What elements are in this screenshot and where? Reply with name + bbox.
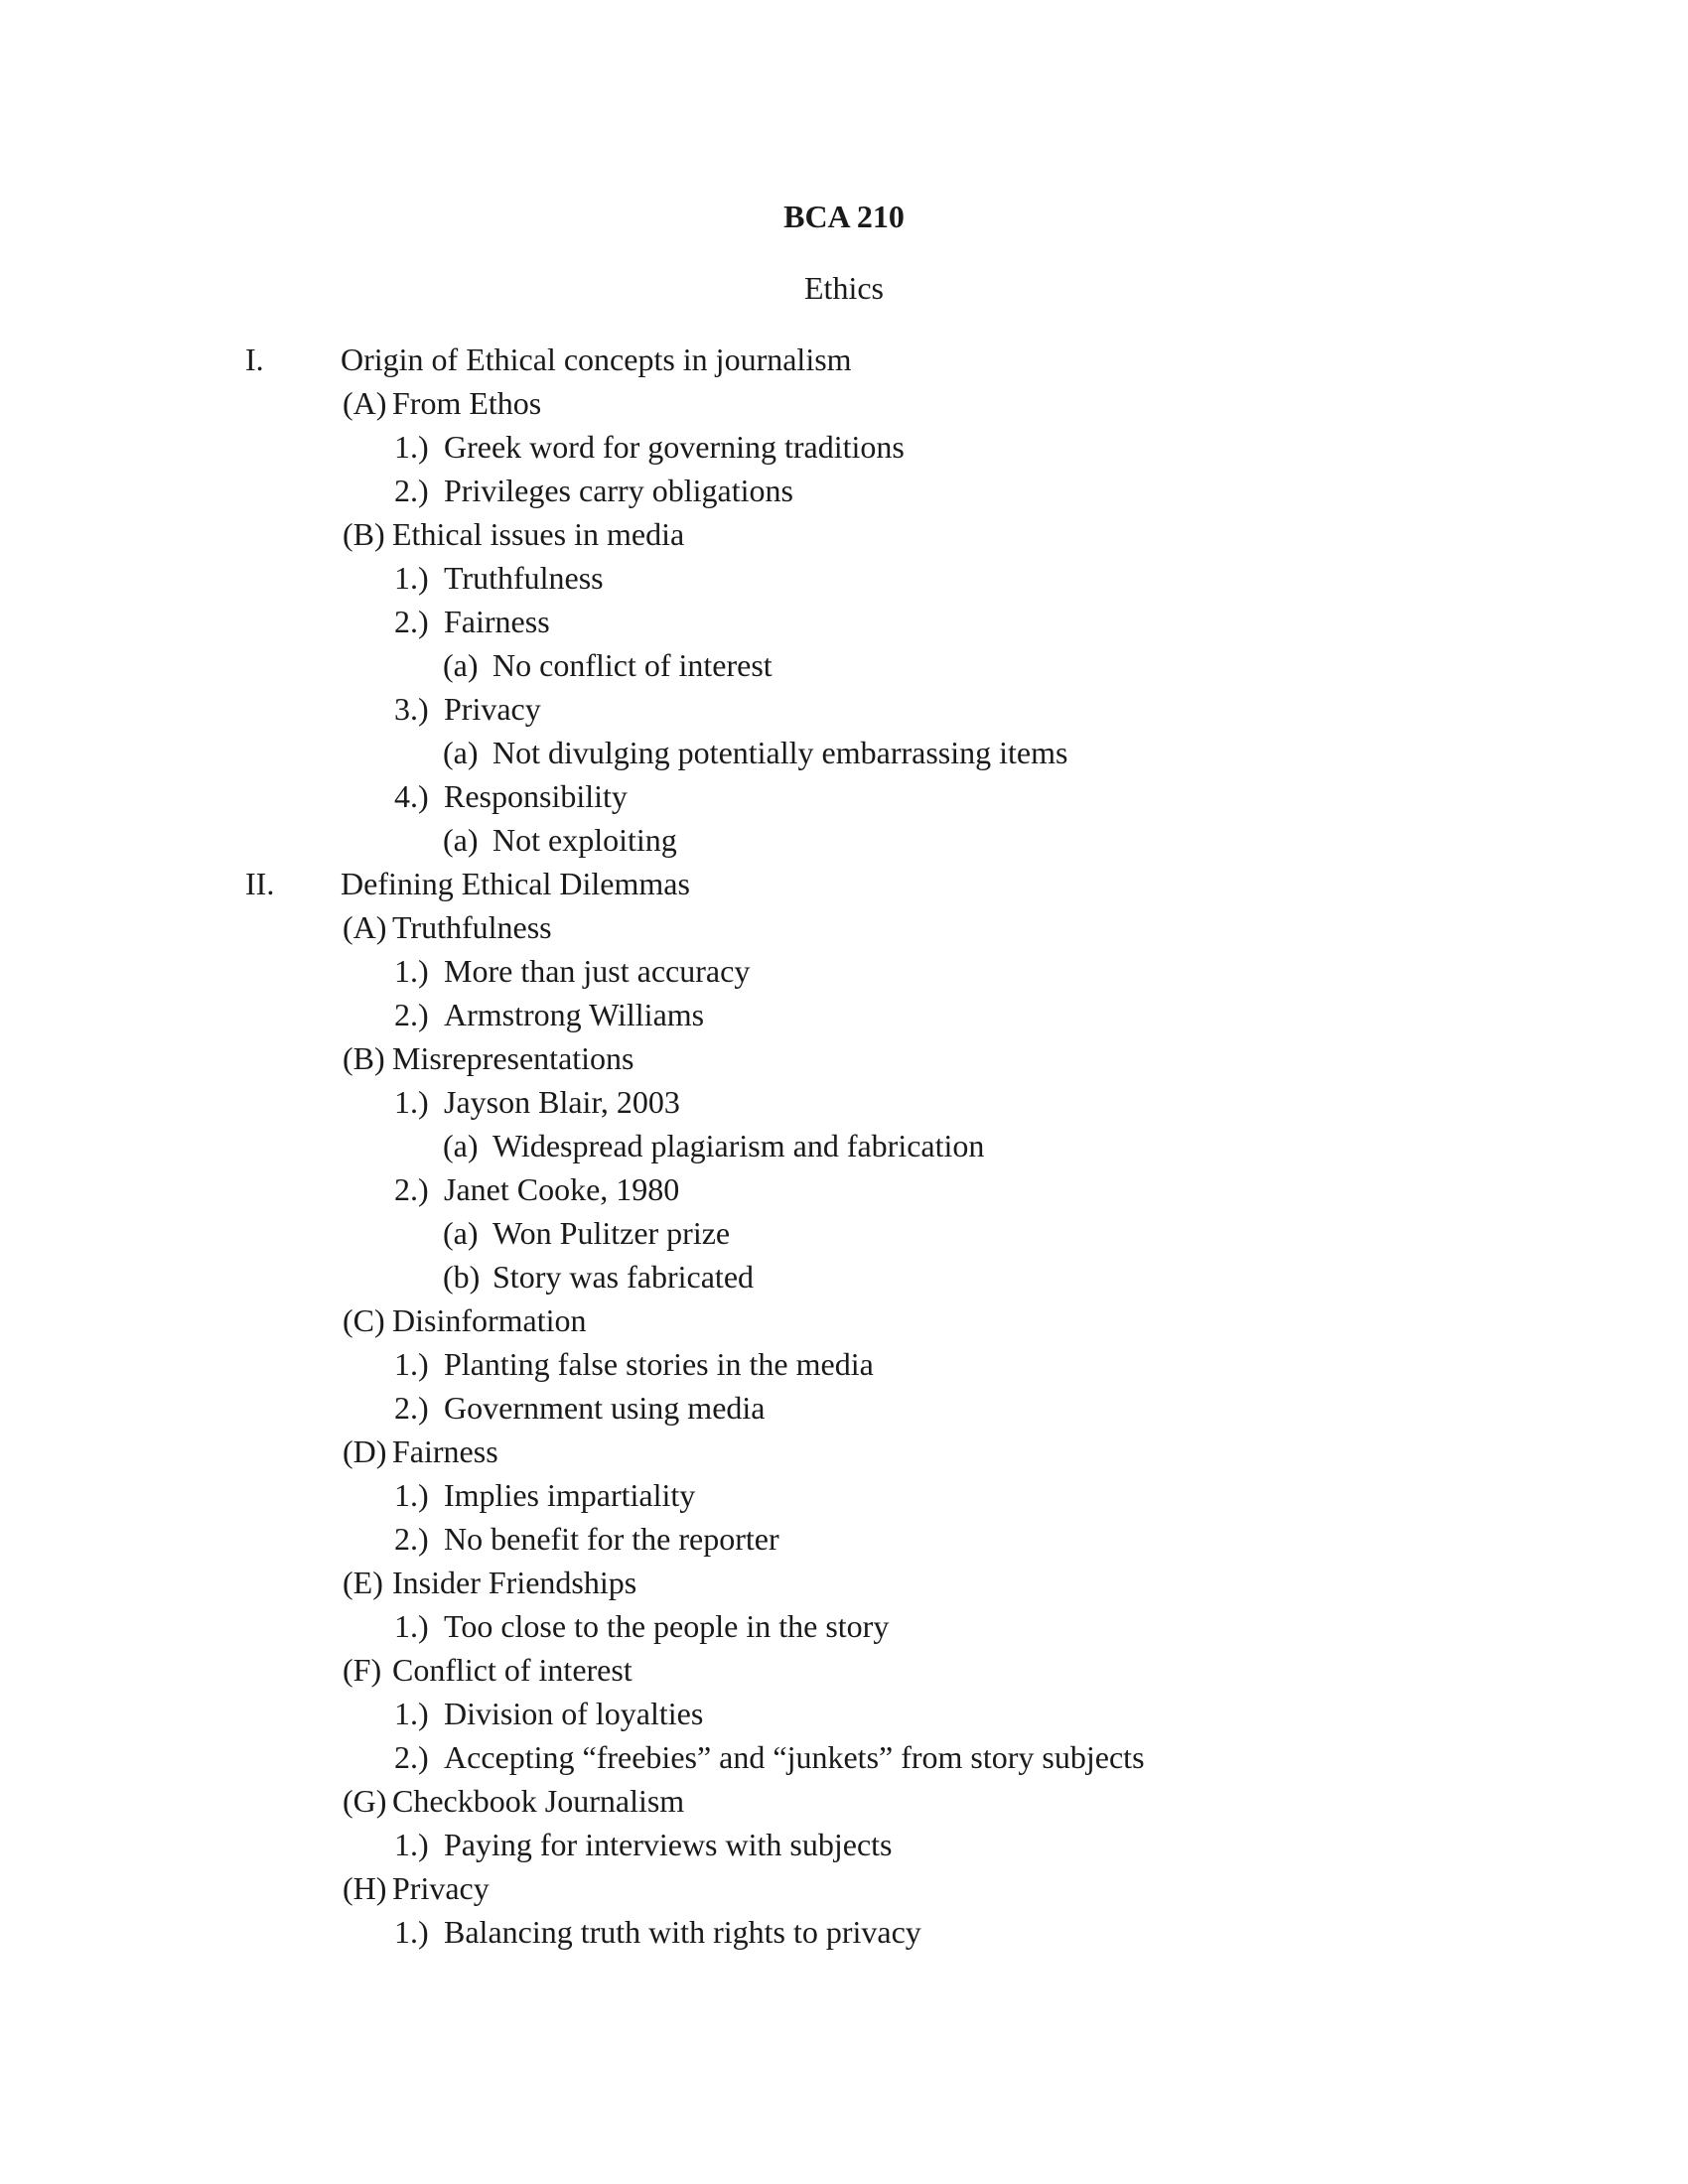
- outline-text: Ethical issues in media: [392, 516, 685, 552]
- outline-marker: 2.): [394, 473, 429, 508]
- outline-text: Balancing truth with rights to privacy: [444, 1914, 921, 1950]
- outline-marker: (A): [343, 909, 387, 945]
- outline-marker: (a): [443, 1128, 479, 1163]
- outline-text: Responsibility: [444, 778, 628, 814]
- outline-marker: (a): [443, 647, 479, 683]
- outline-marker: (b): [443, 1259, 481, 1295]
- outline-marker: 1.): [394, 1477, 429, 1513]
- outline-item-level-3: [443, 643, 773, 687]
- outline-marker: 3.): [394, 691, 429, 727]
- outline-marker: 1.): [394, 1827, 429, 1862]
- outline-marker: 1.): [394, 1346, 429, 1382]
- outline-item-level-2: [394, 469, 793, 512]
- outline-text: Paying for interviews with subjects: [444, 1827, 893, 1862]
- outline-text: Privacy: [444, 691, 541, 727]
- outline-text: Won Pulitzer prize: [492, 1215, 731, 1251]
- outline-item-level-2: [394, 1473, 695, 1517]
- document-subtitle: Ethics: [804, 270, 884, 306]
- outline-marker: 2.): [394, 1521, 429, 1557]
- outline-text: Checkbook Journalism: [392, 1783, 685, 1819]
- outline-item-level-2: [394, 425, 905, 469]
- outline-marker: (A): [343, 385, 387, 421]
- outline-text: No conflict of interest: [492, 647, 773, 683]
- outline-text: Truthfulness: [444, 560, 604, 596]
- outline-item-level-1: [343, 512, 684, 556]
- outline-marker: (F): [343, 1652, 382, 1688]
- outline-marker: (a): [443, 735, 479, 770]
- outline-marker: 2.): [394, 1390, 429, 1426]
- outline-text: Too close to the people in the story: [444, 1608, 890, 1644]
- outline-item-level-2: [394, 1604, 889, 1648]
- outline-item-level-3: [443, 731, 1067, 774]
- outline-item-level-2: [394, 1735, 1145, 1779]
- outline-marker: (B): [343, 516, 385, 552]
- outline-item-level-2: [394, 1080, 680, 1124]
- outline-item-level-0: [245, 338, 852, 381]
- outline-item-level-1: [343, 1036, 634, 1080]
- outline-marker: (D): [343, 1433, 387, 1469]
- outline-marker: I.: [245, 341, 264, 377]
- outline-item-level-0: [245, 862, 690, 905]
- outline-text: Origin of Ethical concepts in journalism: [341, 341, 852, 377]
- outline-marker: (E): [343, 1565, 383, 1600]
- outline-item-level-2: [394, 1910, 921, 1954]
- outline-item-level-3: [443, 1124, 984, 1167]
- outline-text: Planting false stories in the media: [444, 1346, 874, 1382]
- outline-item-level-1: [343, 905, 552, 949]
- outline-item-level-1: [343, 1866, 490, 1910]
- outline-text: Armstrong Williams: [444, 997, 705, 1032]
- outline-item-level-3: [443, 1211, 730, 1255]
- outline-text: Fairness: [444, 604, 550, 639]
- outline-marker: (a): [443, 1215, 479, 1251]
- outline-item-level-1: [343, 1430, 498, 1473]
- outline-item-level-1: [343, 1561, 636, 1604]
- outline-text: Privacy: [392, 1870, 490, 1906]
- outline-marker: 1.): [394, 1914, 429, 1950]
- outline-marker: (B): [343, 1040, 385, 1076]
- outline-item-level-1: [343, 381, 541, 425]
- outline-item-level-1: [343, 1779, 684, 1823]
- outline-item-level-2: [394, 687, 541, 731]
- outline-text: Government using media: [444, 1390, 766, 1426]
- outline-item-level-2: [394, 600, 550, 643]
- outline-marker: 2.): [394, 997, 429, 1032]
- outline-item-level-2: [394, 1517, 779, 1561]
- outline-text: Widespread plagiarism and fabrication: [492, 1128, 985, 1163]
- document-title: BCA 210: [783, 199, 905, 234]
- outline-item-level-2: [394, 1167, 679, 1211]
- outline-text: Not divulging potentially embarrassing items: [492, 735, 1068, 770]
- outline-text: No benefit for the reporter: [444, 1521, 779, 1557]
- outline-text: From Ethos: [392, 385, 542, 421]
- outline-marker: 4.): [394, 778, 429, 814]
- outline-item-level-1: [343, 1298, 587, 1342]
- outline-marker: 1.): [394, 1084, 429, 1120]
- outline-text: Greek word for governing traditions: [444, 429, 905, 465]
- outline-item-level-2: [394, 949, 750, 993]
- outline-text: Disinformation: [392, 1302, 587, 1338]
- outline-item-level-2: [394, 1342, 874, 1386]
- outline-marker: 1.): [394, 1696, 429, 1731]
- outline-marker: 1.): [394, 560, 429, 596]
- outline-marker: 2.): [394, 1171, 429, 1207]
- outline-marker: (a): [443, 822, 479, 858]
- outline-text: Defining Ethical Dilemmas: [341, 866, 690, 901]
- outline-marker: (H): [343, 1870, 387, 1906]
- outline-marker: (C): [343, 1302, 385, 1338]
- outline-marker: 1.): [394, 429, 429, 465]
- outline-item-level-2: [394, 556, 604, 600]
- outline-marker: 1.): [394, 1608, 429, 1644]
- outline-item-level-2: [394, 993, 704, 1036]
- outline-text: Not exploiting: [492, 822, 677, 858]
- outline-text: Truthfulness: [392, 909, 552, 945]
- outline-marker: (G): [343, 1783, 387, 1819]
- outline-item-level-2: [394, 1692, 703, 1735]
- outline-text: Misrepresentations: [392, 1040, 634, 1076]
- outline-text: Insider Friendships: [392, 1565, 637, 1600]
- outline-text: Implies impartiality: [444, 1477, 696, 1513]
- outline-text: Janet Cooke, 1980: [444, 1171, 680, 1207]
- outline-item-level-2: [394, 1386, 765, 1430]
- outline-text: Division of loyalties: [444, 1696, 704, 1731]
- outline-marker: 1.): [394, 953, 429, 989]
- outline-item-level-3: [443, 818, 677, 862]
- outline-marker: II.: [245, 866, 275, 901]
- outline-item-level-3: [443, 1255, 754, 1298]
- outline-text: Accepting “freebies” and “junkets” from story subjects: [444, 1739, 1145, 1775]
- outline-item-level-2: [394, 774, 628, 818]
- outline-text: Jayson Blair, 2003: [444, 1084, 680, 1120]
- outline-item-level-2: [394, 1823, 892, 1866]
- outline-item-level-1: [343, 1648, 633, 1692]
- outline-text: Fairness: [392, 1433, 498, 1469]
- outline-text: More than just accuracy: [444, 953, 751, 989]
- outline-text: Conflict of interest: [392, 1652, 633, 1688]
- outline-marker: 2.): [394, 1739, 429, 1775]
- outline-text: Privileges carry obligations: [444, 473, 793, 508]
- outline-text: Story was fabricated: [492, 1259, 755, 1295]
- outline-marker: 2.): [394, 604, 429, 639]
